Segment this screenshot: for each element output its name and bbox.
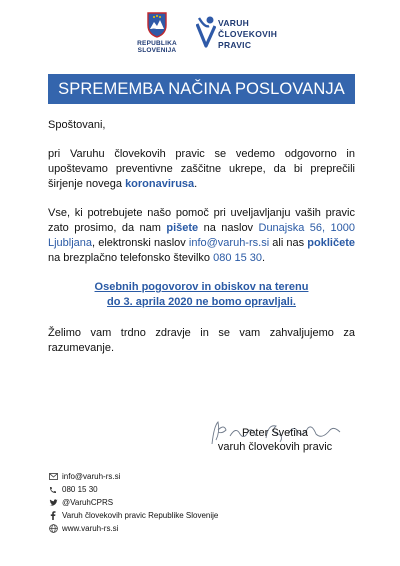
p1-text: pri Varuhu človekovih pravic se vedemo odgovorno in upoštevamo preventivne zaščitne ukrepe, da bi preprečili širjenje novega — [48, 148, 355, 190]
contact-email-text: info@varuh-rs.si — [62, 472, 121, 481]
paragraph-3: Želimo vam trdno zdravje in se vam zahvaljujemo za razumevanje. — [48, 327, 355, 354]
email-link[interactable]: info@varuh-rs.si — [188, 237, 270, 249]
header — [0, 12, 400, 70]
facebook-icon — [48, 511, 58, 521]
notice-line1: Osebnih pogovorov in obiskov na terenu — [94, 281, 309, 293]
contact-twitter[interactable] — [48, 496, 218, 509]
contact-facebook[interactable] — [48, 509, 218, 522]
twitter-icon — [48, 498, 58, 508]
p2-text-a: Vse, ki potrebujete našo pomoč pri uveljavljanju vaših pravic zato prosimo, da nam — [48, 207, 355, 234]
globe-icon — [48, 524, 58, 534]
signer-name: Peter Svetina — [241, 427, 309, 439]
contact-phone-text: 080 15 30 — [62, 485, 98, 494]
republic-logo — [126, 12, 188, 54]
republic-line1: REPUBLIKA — [137, 40, 177, 47]
org-line1: VARUH — [218, 18, 250, 28]
notice — [48, 280, 355, 310]
contact-twitter-text: @VaruhCPRS — [62, 498, 114, 507]
contact-website[interactable] — [48, 522, 218, 535]
notice-line2: do 3. aprila 2020 ne bomo opravljali. — [107, 296, 296, 308]
phone-icon — [48, 485, 58, 495]
contact-website-text: www.varuh-rs.si — [62, 524, 119, 533]
republic-name — [126, 40, 188, 54]
p2-text-i: na brezplačno telefonsko številko — [48, 252, 214, 264]
banner-title: SPREMEMBA NAČINA POSLOVANJA — [58, 79, 345, 98]
org-line3: PRAVIC — [218, 40, 252, 50]
contact-facebook-text: Varuh človekovih pravic Republike Slovenije — [62, 511, 219, 520]
salutation: Spoštovani, — [48, 119, 106, 131]
highlight-write: pišete — [166, 222, 199, 234]
p2-end: . — [262, 252, 266, 264]
p2-text-g: ali nas — [269, 237, 308, 249]
paragraph-2 — [48, 206, 355, 266]
ombudsman-name — [218, 18, 277, 51]
signer-block — [200, 426, 350, 454]
contact-email[interactable] — [48, 470, 218, 483]
signer-title: varuh človekovih pravic — [217, 441, 333, 453]
postal-address: Dunajska 56, 1000 Ljubljana — [48, 222, 355, 249]
org-line2: ČLOVEKOVIH — [218, 29, 278, 39]
highlight-coronavirus: koronavirusa — [125, 178, 195, 190]
republic-line2: SLOVENIJA — [137, 47, 177, 54]
letter-body — [48, 118, 355, 370]
email-icon — [48, 472, 58, 482]
p1-end: . — [194, 178, 198, 190]
contact-phone[interactable] — [48, 483, 218, 496]
coat-of-arms-icon — [146, 12, 168, 38]
phone-number[interactable]: 080 15 30 — [213, 252, 263, 264]
ombudsman-mark-icon — [196, 14, 216, 54]
contact-list — [48, 470, 218, 535]
ombudsman-logo — [196, 14, 306, 66]
title-banner — [48, 74, 355, 104]
paragraph-1 — [48, 147, 355, 192]
highlight-call: pokličete — [307, 237, 355, 249]
p2-text-e: , elektronski naslov — [92, 237, 189, 249]
p2-text-c: na naslov — [198, 222, 259, 234]
